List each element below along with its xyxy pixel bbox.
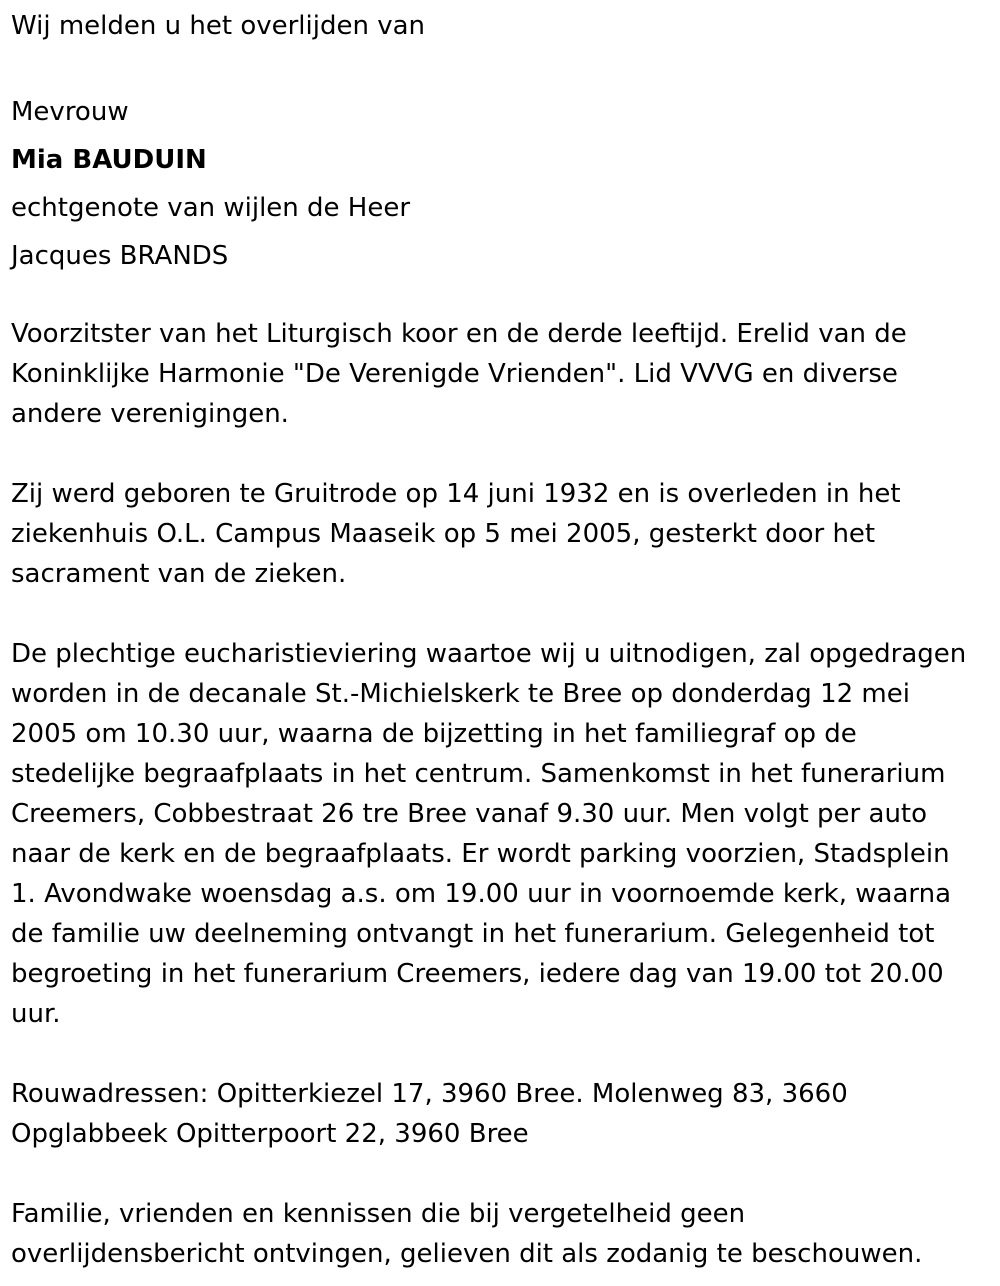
paragraph-memberships: [11, 314, 996, 434]
text-line: Zij werd geboren te Gruitrode op 14 juni 1932 en is overleden in het: [11, 479, 901, 509]
death-notice: [11, 0, 996, 1274]
text-line: Rouwadressen: Opitterkiezel 17, 3960 Bree. Molenweg 83, 3660: [11, 1079, 848, 1109]
text-line: Opglabbeek Opitterpoort 22, 3960 Bree: [11, 1119, 529, 1149]
text-line: worden in de decanale St.-Michielskerk te Bree op donderdag 12 mei: [11, 679, 910, 709]
text-line: ziekenhuis O.L. Campus Maaseik op 5 mei 2005, gesterkt door het: [11, 519, 876, 549]
text-line: Voorzitster van het Liturgisch koor en de derde leeftijd. Erelid van de: [11, 319, 907, 349]
paragraph-birth-death: [11, 474, 996, 594]
deceased-name: Mia BAUDUIN: [11, 145, 207, 175]
paragraph-closing-note: [11, 1194, 996, 1274]
salutation: Mevrouw: [11, 97, 129, 127]
text-line: uur.: [11, 999, 61, 1029]
text-line: De plechtige eucharistieviering waartoe wij u uitnodigen, zal opgedragen: [11, 639, 967, 669]
spouse-line: echtgenote van wijlen de Heer: [11, 193, 411, 223]
text-line: naar de kerk en de begraafplaats. Er wordt parking voorzien, Stadsplein: [11, 839, 950, 869]
spouse-name: Jacques BRANDS: [11, 241, 229, 271]
text-line: Koninklijke Harmonie "De Verenigde Vrienden". Lid VVVG en diverse: [11, 359, 898, 389]
text-line: begroeting in het funerarium Creemers, iedere dag van 19.00 tot 20.00: [11, 959, 944, 989]
intro-text: Wij melden u het overlijden van: [11, 11, 426, 41]
text-line: overlijdensbericht ontvingen, gelieven dit als zodanig te beschouwen.: [11, 1239, 923, 1269]
text-line: andere verenigingen.: [11, 399, 289, 429]
text-line: stedelijke begraafplaats in het centrum. Samenkomst in het funerarium: [11, 759, 946, 789]
text-line: Familie, vrienden en kennissen die bij vergetelheid geen: [11, 1199, 746, 1229]
text-line: Creemers, Cobbestraat 26 tre Bree vanaf 9.30 uur. Men volgt per auto: [11, 799, 928, 829]
text-line: sacrament van de zieken.: [11, 559, 347, 589]
text-line: de familie uw deelneming ontvangt in het funerarium. Gelegenheid tot: [11, 919, 935, 949]
text-line: 2005 om 10.30 uur, waarna de bijzetting in het familiegraf op de: [11, 719, 857, 749]
paragraph-funeral-details: [11, 634, 996, 1034]
paragraph-mourning-addresses: [11, 1074, 996, 1154]
text-line: 1. Avondwake woensdag a.s. om 19.00 uur in voornoemde kerk, waarna: [11, 879, 952, 909]
